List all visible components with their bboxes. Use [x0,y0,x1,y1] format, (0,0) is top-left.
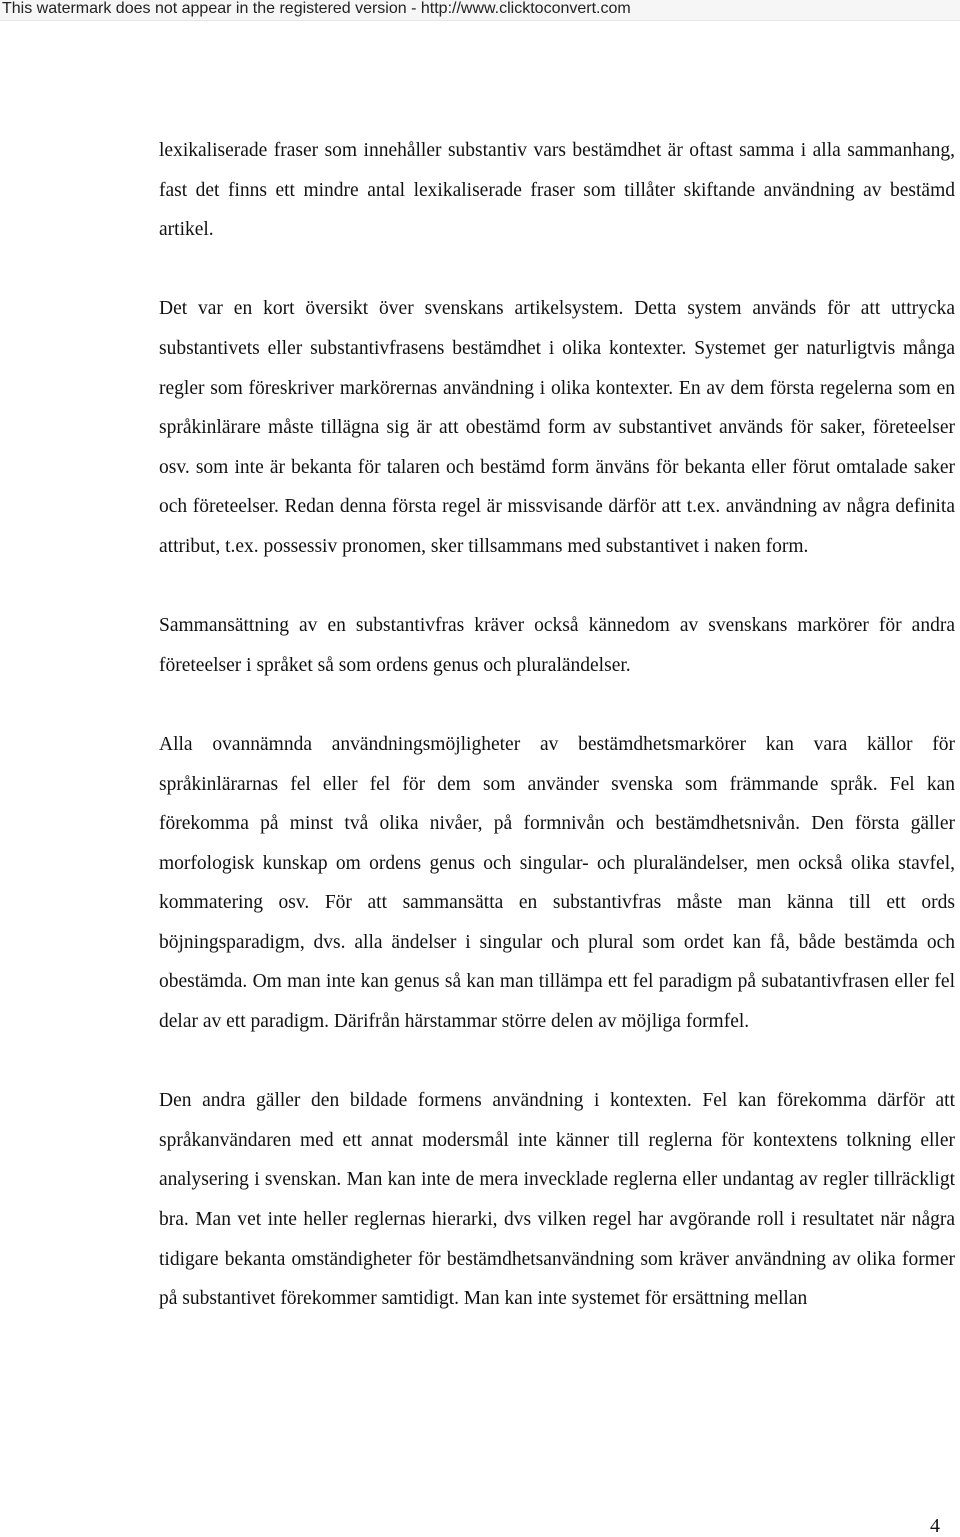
watermark-text: This watermark does not appear in the registered version - [2,0,421,17]
paragraph-5: Den andra gäller den bildade formens användning i kontexten. Fel kan förekomma därför att språkanvändaren med ett annat modersmål inte känner till reglerna för kontextens tolkning eller analysering i svenskan. Man kan inte de mera invecklade reglerna eller undantag av regler tillräckligt bra. Man vet inte heller reglernas hierarki, dvs vilken regel har avgörande roll i resultatet när några tidigare bekanta omständigheter för bestämdhetsanvändning som kräver användning av olika former på substantivet förekommer samtidigt. Man kan inte systemet för ersättning mellan [159,1090,955,1310]
paragraph-2: Det var en kort översikt över svenskans artikelsystem. Detta system används för att uttrycka substantivets eller substantivfrasens bestämdhet i olika kontexter. Systemet ger naturligtvis många regler som föreskriver markörernas användning i olika kontexter. En av dem första regelerna som en språkinlärare måste tillägna sig är att obestämd form av substantivet används för saker, företeelser osv. som inte är bekanta för talaren och bestämd form änväns för bekanta eller förut omtalade saker och företeelser. Redan denna första regel är missvisande därför att t.ex. användning av några definita attribut, t.ex. possessiv pronomen, sker tillsammans med substantivet i naken form. [159,298,955,557]
watermark-banner [0,0,960,21]
paragraph-3: Sammansättning av en substantivfras kräver också kännedom av svenskans markörer för andra företeelser i språket så som ordens genus och pluraländelser. [159,615,955,676]
paragraph-4: Alla ovannämnda användningsmöjligheter av bestämdhetsmarkörer kan vara källor för språkinlärarnas fel eller fel för dem som använder svenska som främmande språk. Fel kan förekomma på minst två olika nivåer, på formnivån och bestämdhetsnivån. Den första gäller morfologisk kunskap om ordens genus och singular- och pluraländelser, men också olika stavfel, kommatering osv. För att sammansätta en substantivfras måste man känna till ett ords böjningsparadigm, dvs. alla ändelser i singular och plural som ordet kan få, både bestämda och obestämda. Om man inte kan genus så kan man tillämpa ett fel paradigm på subatantivfrasen eller fel delar av ett paradigm. Därifrån härstammar större delen av möjliga formfel. [159,733,955,1033]
paragraph-1: lexikaliserade fraser som innehåller substantiv vars bestämdhet är oftast samma i alla sammanhang, fast det finns ett mindre antal lexikaliserade fraser som tillåter skiftande användning av bestämd artikel. [159,140,955,241]
watermark-link[interactable]: http://www.clicktoconvert.com [420,0,631,17]
document-body [159,131,955,1319]
page-number: 4 [930,1515,940,1537]
